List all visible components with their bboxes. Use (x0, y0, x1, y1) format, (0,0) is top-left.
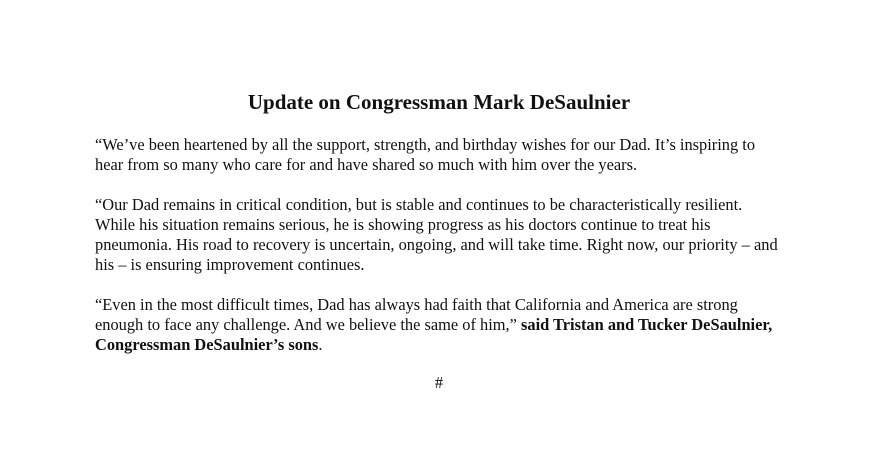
statement-paragraph-3 (95, 295, 785, 355)
statement-paragraph-1: “We’ve been heartened by all the support, strength, and birthday wishes for our Dad. It’s inspiring to hear from so many who care for and have shared so much with him over the years. (95, 135, 756, 174)
closing-period: . (318, 335, 323, 354)
page-title: Update on Congressman Mark DeSaulnier (247, 90, 631, 114)
end-mark: # (434, 373, 444, 392)
closing-quote: “Even in the most difficult times, Dad has always had faith that California and America are strong enough to face any challenge. And we believe the same of him,” (95, 295, 738, 334)
statement-paragraph-2: “Our Dad remains in critical condition, but is stable and continues to be characteristically resilient. While his situation remains serious, he is showing progress as his doctors continue to treat his pneumonia. His road to recovery is uncertain, ongoing, and will take time. Right now, our priority – and his – is ensuring improvement continues. (95, 195, 778, 274)
attribution: said Tristan and Tucker DeSaulnier, Congressman DeSaulnier’s sons (95, 315, 773, 354)
statement-body (95, 135, 785, 375)
